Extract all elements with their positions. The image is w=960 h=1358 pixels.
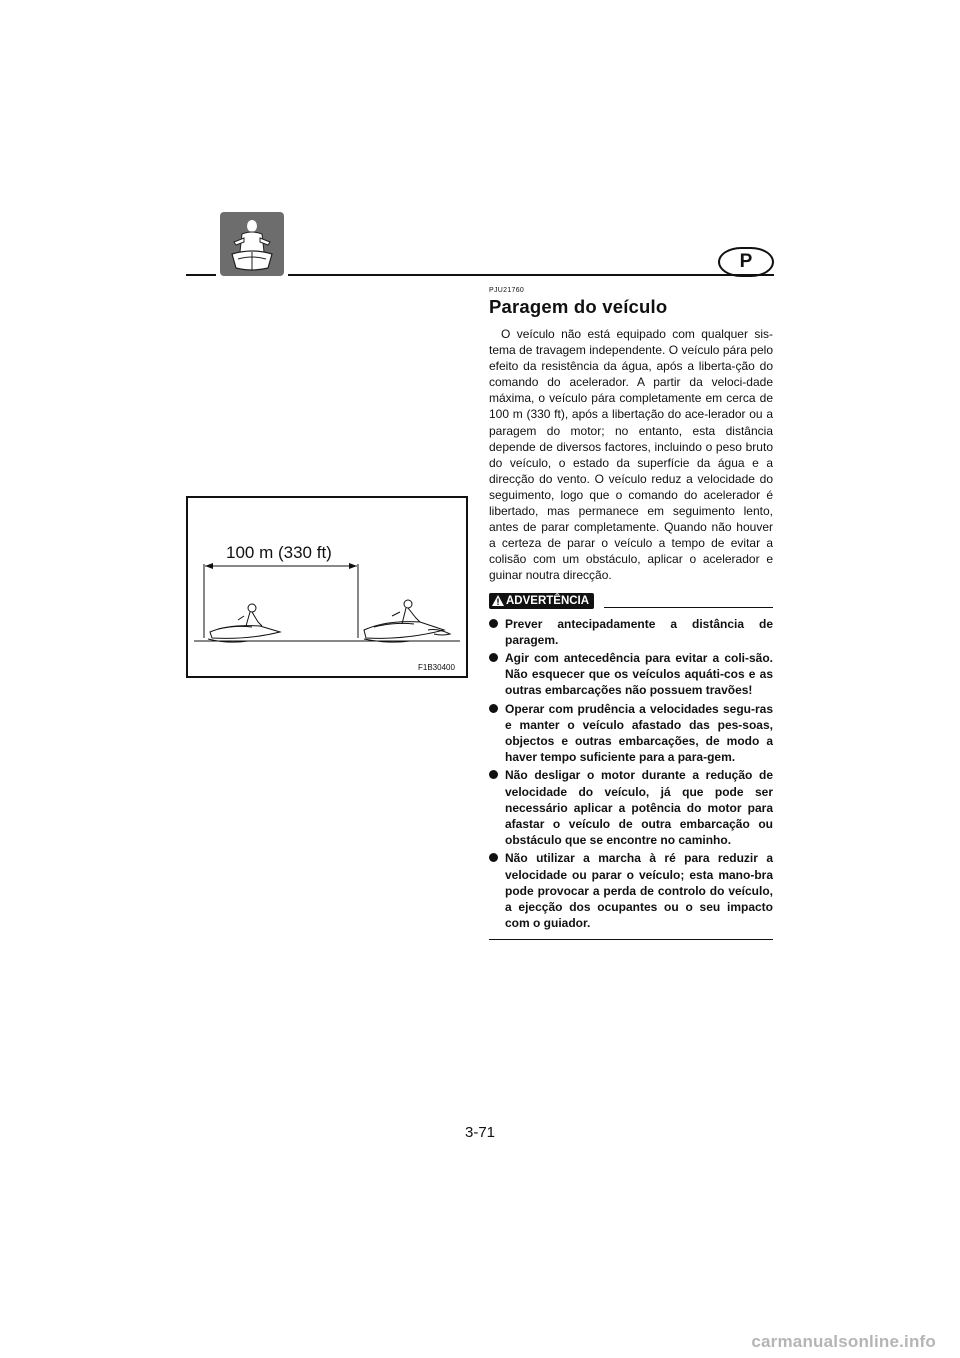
header-rule-left — [186, 274, 216, 276]
warning-item — [489, 616, 773, 648]
warning-rule — [604, 607, 773, 608]
section-ref-code: PJU21760 — [489, 287, 525, 294]
warning-list — [489, 616, 773, 932]
distance-label: 100 m (330 ft) — [226, 543, 332, 562]
warning-item-text: Operar com prudência a velocidades segu-ras e manter o veículo afastado das pes-soas, objectos e outras embarcações, de modo a haver tempo suficiente para a para-gem. — [505, 701, 773, 765]
bullet-icon — [489, 853, 498, 862]
watermark: carmanualsonline.info — [751, 1332, 936, 1351]
warning-label — [489, 593, 594, 609]
warning-triangle-icon — [492, 595, 504, 606]
warning-header — [489, 593, 773, 609]
figure-code: F1B30400 — [418, 663, 455, 672]
warning-item — [489, 767, 773, 848]
jet-ski-left-icon — [208, 604, 280, 642]
bullet-icon — [489, 619, 498, 628]
warning-end-rule — [489, 939, 773, 940]
page-number: 3-71 — [464, 1124, 496, 1141]
warning-item-text: Prever antecipadamente a distância de paragem. — [505, 616, 773, 647]
warning-item — [489, 701, 773, 766]
header-rule-right — [288, 274, 774, 276]
stopping-distance-figure — [186, 496, 468, 678]
warning-item — [489, 650, 773, 699]
jet-ski-rider-icon — [220, 212, 284, 276]
section-title: Paragem do veículo — [489, 296, 668, 317]
jet-ski-right-icon — [364, 600, 450, 642]
warning-item-text: Agir com antecedência para evitar a coli-são. Não esquecer que os veículos aquáti-cos e as outras embarcações não possuem travões! — [505, 650, 773, 698]
bullet-icon — [489, 653, 498, 662]
content-column — [489, 287, 773, 940]
warning-item-text: Não desligar o motor durante a redução de velocidade do veículo, já que pode ser necessário aplicar a potência do motor para afastar o veículo de outra embarcação ou obstáculo que se encontre no caminho. — [505, 768, 773, 848]
language-badge: P — [718, 247, 774, 277]
bullet-icon — [489, 770, 498, 779]
warning-label-text: ADVERTÊNCIA — [506, 594, 590, 607]
warning-item — [489, 850, 773, 931]
section-body: O veículo não está equipado com qualquer sis-tema de travagem independente. O veículo pára pelo efeito da resistência da água, após a liberta-ção do comando do acelerador. A partir da veloci-dade máxima, o veículo pára completamente em cerca de 100 m (330 ft), após a libertação do ace-lerador ou a paragem do motor; no entanto, esta distância depende de diversos factores, incluindo o peso bruto do veículo, o estado da superfície da água e a direcção do vento. O veículo reduz a velocidade do seguimento, logo que o comando do acelerador é libertado, mas permanece em seguimento lento, antes de parar completamente. Quando não houver a certeza de parar o veículo a tempo de evitar a colisão com um obstáculo, aplicar o acelerador e guinar noutra direcção. — [489, 327, 773, 583]
bullet-icon — [489, 704, 498, 713]
warning-item-text: Não utilizar a marcha à ré para reduzir a velocidade ou parar o veículo; esta mano-bra pode provocar a perda de controlo do veículo, a ejecção dos ocupantes ou o seu impacto com o guiador. — [505, 851, 773, 931]
